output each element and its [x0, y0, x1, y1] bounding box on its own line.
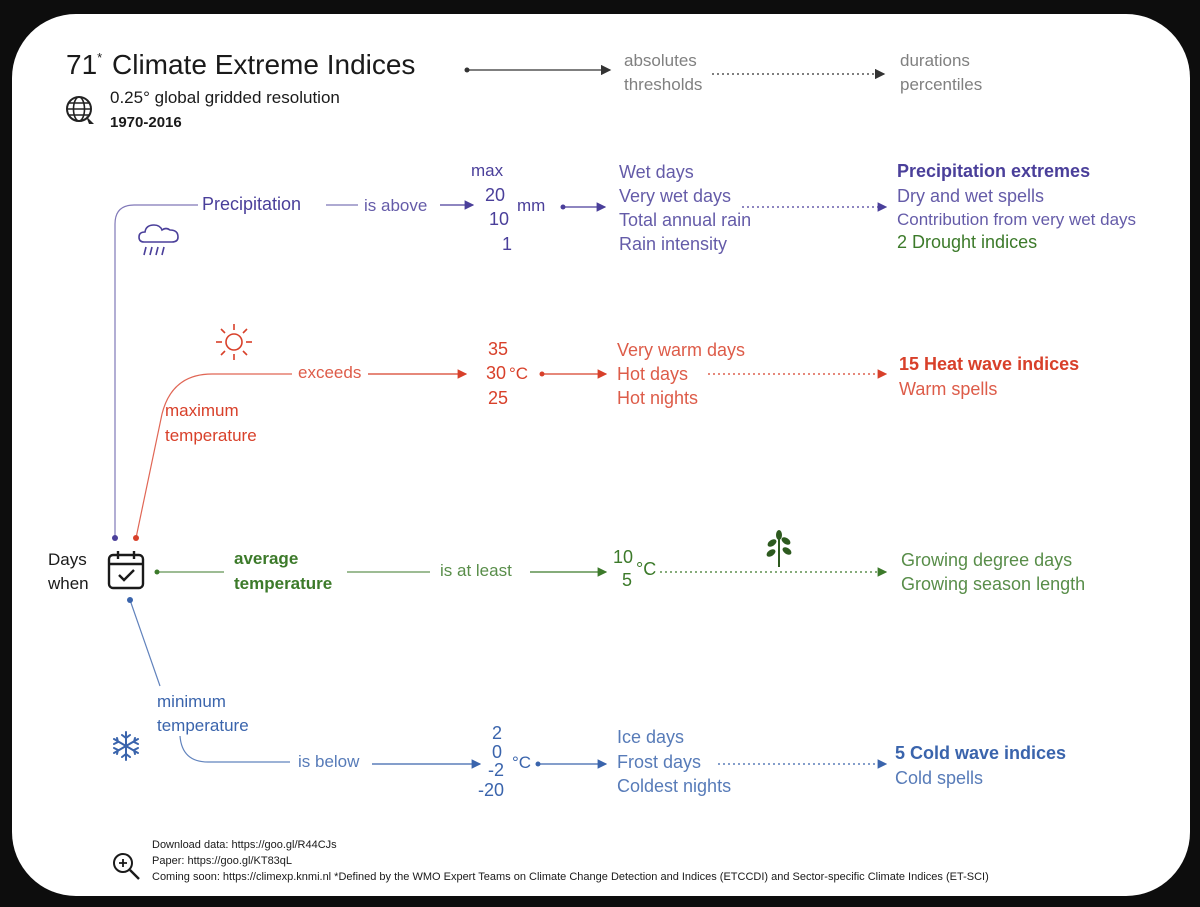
precipitation-result-title: Precipitation extremes — [897, 161, 1091, 181]
max-temp-threshold: 35 — [488, 339, 509, 359]
download-link[interactable]: Download data: https://goo.gl/R44CJs — [152, 839, 337, 851]
index-item: Very warm days — [617, 340, 746, 360]
result-item: Contribution from very wet days — [897, 210, 1137, 229]
min-temp-threshold: -20 — [478, 780, 505, 800]
rain-cloud-icon — [136, 220, 184, 260]
connector-lines — [12, 14, 1190, 896]
precipitation-variable: Precipitation — [202, 194, 302, 214]
max-temp-threshold: 25 — [488, 388, 509, 408]
result-item: Warm spells — [899, 379, 998, 399]
avg-temp-condition: is at least — [440, 561, 512, 580]
min-temp-threshold: 2 — [492, 723, 503, 743]
category-thresholds: thresholds — [624, 75, 703, 94]
result-item: Growing degree days — [901, 550, 1073, 570]
min-temp-unit: °C — [512, 753, 532, 772]
result-item: Cold spells — [895, 768, 984, 788]
result-item: Dry and wet spells — [897, 186, 1045, 206]
infographic-card — [12, 14, 1190, 896]
globe-icon — [64, 94, 96, 126]
min-temp-variable: minimum — [157, 692, 226, 711]
zoom-icon — [110, 850, 142, 882]
index-item: Ice days — [617, 727, 685, 747]
precipitation-max-label: max — [471, 161, 504, 180]
avg-temp-variable: temperature — [234, 574, 333, 593]
precipitation-condition: is above — [364, 196, 428, 215]
max-temp-unit: °C — [509, 364, 529, 383]
sun-icon — [214, 322, 254, 362]
paper-link[interactable]: Paper: https://goo.gl/KT83qL — [152, 855, 293, 867]
snowflake-icon — [110, 730, 142, 762]
max-temp-condition: exceeds — [298, 363, 362, 382]
index-item: Very wet days — [619, 186, 732, 206]
index-item: Hot nights — [617, 388, 699, 408]
indices-count: 71* — [66, 49, 103, 80]
index-item: Rain intensity — [619, 234, 728, 254]
coldwave-result-title: 5 Cold wave indices — [895, 743, 1067, 763]
calendar-check-icon — [106, 548, 148, 592]
avg-temp-threshold: 5 — [622, 570, 633, 590]
plant-icon — [762, 529, 796, 569]
index-item: Wet days — [619, 162, 694, 182]
avg-temp-variable: average — [234, 549, 299, 568]
origin-label: when — [48, 574, 89, 593]
year-range: 1970-2016 — [110, 114, 182, 131]
min-temp-variable: temperature — [157, 716, 249, 735]
category-percentiles: percentiles — [900, 75, 983, 94]
max-temp-variable: maximum — [165, 401, 239, 420]
min-temp-condition: is below — [298, 752, 360, 771]
footnote: Coming soon: https://climexp.knmi.nl *Defined by the WMO Expert Teams on Climate Change Detection and Indices (ETCCDI) and Sector-specific Climate Indices (ET-SCI) — [152, 871, 989, 883]
resolution-label: 0.25° global gridded resolution — [110, 88, 340, 107]
avg-temp-threshold: 10 — [613, 547, 634, 567]
precipitation-threshold: 1 — [502, 234, 513, 254]
precipitation-unit: mm — [517, 196, 546, 215]
drought-indices: 2 Drought indices — [897, 232, 1038, 252]
index-item: Total annual rain — [619, 210, 752, 230]
origin-label: Days — [48, 550, 87, 569]
index-item: Coldest nights — [617, 776, 732, 796]
avg-temp-unit: °C — [636, 559, 657, 579]
precipitation-threshold: 20 — [485, 185, 506, 205]
heatwave-result-title: 15 Heat wave indices — [899, 354, 1080, 374]
result-item: Growing season length — [901, 574, 1086, 594]
index-item: Hot days — [617, 364, 689, 384]
category-durations: durations — [900, 51, 970, 70]
max-temp-threshold: 30 — [486, 363, 507, 383]
index-item: Frost days — [617, 752, 702, 772]
max-temp-variable: temperature — [165, 426, 257, 445]
min-temp-threshold: 0 — [492, 742, 503, 762]
page-title: Climate Extreme Indices — [112, 49, 416, 80]
category-absolutes: absolutes — [624, 51, 697, 70]
precipitation-threshold: 10 — [489, 209, 510, 229]
min-temp-threshold: -2 — [488, 760, 505, 780]
